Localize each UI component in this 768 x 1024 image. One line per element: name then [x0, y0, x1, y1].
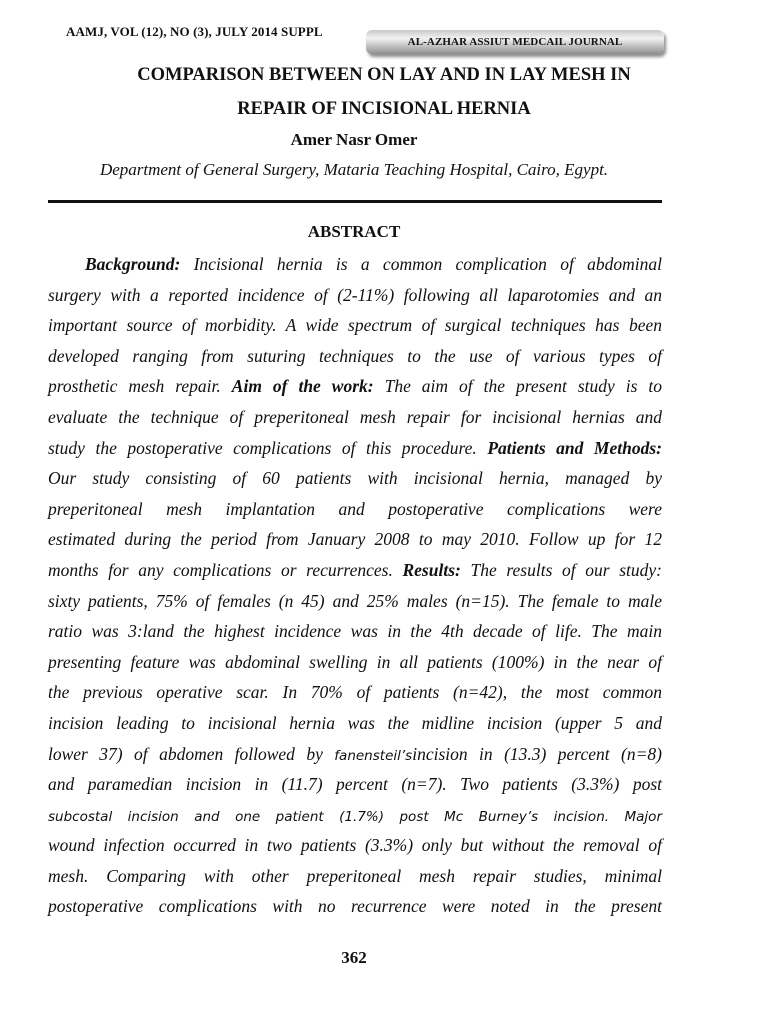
abstract-text: evaluate the technique of preperitoneal mesh repair for incisional hernias and — [48, 406, 662, 427]
abstract-line — [48, 891, 662, 922]
abstract-text: study the postoperative complications of this procedure. — [48, 437, 488, 458]
abstract-line — [48, 769, 662, 800]
abstract-text: preperitoneal mesh implantation and postoperative complications were — [48, 498, 662, 519]
abstract-line — [48, 800, 662, 831]
article-title-line-1: COMPARISON BETWEEN ON LAY AND IN LAY MESH IN — [137, 65, 631, 85]
abstract-text: incision leading to incisional hernia was the midline incision (upper 5 and — [48, 712, 662, 733]
abstract-text: incision in (13.3) percent (n=8) — [412, 743, 662, 764]
abstract-text: months for any complications or recurrences. — [48, 559, 403, 580]
article-title-line-2: REPAIR OF INCISIONAL HERNIA — [237, 99, 531, 119]
abstract-text: sixty patients, 75% of females (n 45) and 25% males (n=15). The female to male — [48, 590, 662, 611]
abstract-text: estimated during the period from January 2008 to may 2010. Follow up for 12 — [48, 529, 662, 550]
abstract-section-label: Aim of the work: — [231, 376, 374, 397]
abstract-line — [48, 371, 662, 402]
abstract-text: ratio was 3:land the highest incidence was in the 4th decade of life. The main — [48, 621, 662, 642]
page-number: 362 — [341, 948, 367, 967]
abstract-section-label: Patients and Methods: — [487, 437, 662, 458]
header-divider — [48, 200, 662, 203]
abstract-text: the previous operative scar. In 70% of patients (n=42), the most common — [48, 682, 662, 703]
abstract-text: postoperative complications with no recurrence were noted in the present — [48, 896, 662, 917]
abstract-line — [48, 677, 662, 708]
abstract-line — [48, 586, 662, 617]
abstract-line — [48, 616, 662, 647]
abstract-text: Our study consisting of 60 patients with incisional hernia, managed by — [48, 468, 662, 489]
abstract-line — [48, 861, 662, 892]
journal-citation: AAMJ, VOL (12), NO (3), JULY 2014 SUPPL — [66, 24, 323, 39]
author-affiliation: Department of General Surgery, Mataria Teaching Hospital, Cairo, Egypt. — [99, 160, 609, 179]
journal-name-banner — [366, 30, 664, 54]
abstract-text: presenting feature was abdominal swelling in all patients (100%) in the near of — [48, 651, 662, 672]
abstract-section-label: Background: — [85, 254, 181, 274]
abstract-text: lower 37) of abdomen followed by — [48, 743, 335, 764]
abstract-line — [48, 402, 662, 433]
abstract-line — [48, 830, 662, 861]
abstract-text: developed ranging from suturing techniques to the use of various types of — [48, 345, 662, 366]
abstract-line — [48, 249, 662, 280]
abstract-text: Incisional hernia is a common complication of abdominal — [180, 254, 662, 274]
abstract-text: The aim of the present study is to — [373, 376, 662, 397]
abstract-line — [48, 739, 662, 770]
abstract-line — [48, 494, 662, 525]
article-title — [40, 58, 728, 126]
abstract-text: surgery with a reported incidence of (2-11%) following all laparotomies and an — [48, 284, 662, 305]
abstract-line — [48, 524, 662, 555]
author-name: Amer Nasr Omer — [290, 130, 418, 149]
abstract-text: important source of morbidity. A wide spectrum of surgical techniques has been — [48, 315, 662, 336]
abstract-line — [48, 280, 662, 311]
abstract-body — [48, 249, 662, 922]
abstract-text: wound infection occurred in two patients (3.3%) only but without the removal of — [48, 835, 662, 856]
abstract-text: subcostal incision and one patient (1.7%) post Mc Burney’s incision. Major — [48, 808, 662, 825]
abstract-line — [48, 310, 662, 341]
abstract-text: The results of our study: — [460, 559, 662, 580]
abstract-line — [48, 647, 662, 678]
abstract-line — [48, 555, 662, 586]
abstract-heading: ABSTRACT — [307, 222, 401, 241]
abstract-line — [48, 433, 662, 464]
abstract-line — [48, 708, 662, 739]
abstract-section-label: Results: — [402, 559, 461, 580]
abstract-text: prosthetic mesh repair. — [48, 376, 232, 397]
abstract-line — [48, 463, 662, 494]
abstract-text: fanensteil’s — [334, 747, 413, 764]
journal-name: AL-AZHAR ASSIUT MEDCAIL JOURNAL — [407, 36, 623, 48]
abstract-text: and paramedian incision in (11.7) percent (n=7). Two patients (3.3%) post — [48, 774, 662, 795]
abstract-line — [48, 341, 662, 372]
abstract-text: mesh. Comparing with other preperitoneal mesh repair studies, minimal — [48, 865, 662, 886]
